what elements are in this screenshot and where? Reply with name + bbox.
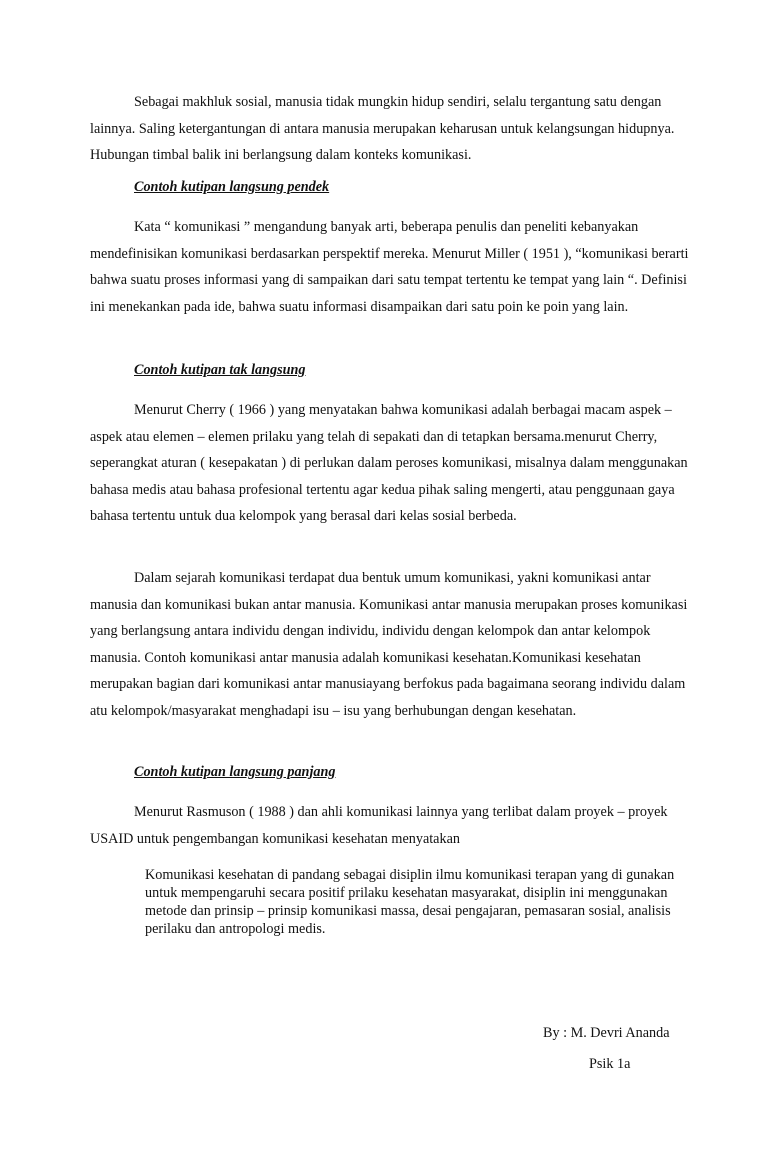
paragraph-history: Dalam sejarah komunikasi terdapat dua bentuk umum komunikasi, yakni komunikasi antar manusia dan komunikasi bukan antar manusia. Komunikasi antar manusia merupakan proses komunikasi yang berlangsung antara individu dengan individu, individu dengan kelompok dan antar kelompok manusia. Contoh komunikasi antar manusia adalah komunikasi kesehatan.Komunikasi kesehatan merupakan bagian dari komunikasi antar manusiayang berfokus pada bagaimana seorang individu dalam atu kelompok/masyarakat menghadapi isu – isu yang berhubungan dengan kesehatan.	[90, 570, 688, 719]
paragraph-rasmuson: Menurut Rasmuson ( 1988 ) dan ahli komunikasi lainnya yang terlibat dalam proyek – proyek USAID untuk pengembangan komunikasi kesehatan menyatakan	[90, 804, 668, 847]
paragraph-intro: Sebagai makhluk sosial, manusia tidak mungkin hidup sendiri, selalu tergantung satu dengan lainnya. Saling ketergantungan di antara manusia merupakan keharusan untuk kelangsungan hidupnya. Hubungan timbal balik ini berlangsung dalam konteks komunikasi.	[90, 94, 675, 164]
heading-long-direct-quote: Contoh kutipan langsung panjang	[134, 764, 336, 780]
author-signature: By : M. Devri Ananda	[543, 1025, 670, 1041]
paragraph-cherry: Menurut Cherry ( 1966 ) yang menyatakan bahwa komunikasi adalah berbagai macam aspek – aspek atau elemen – elemen prilaku yang telah di sepakati dan di tetapkan bersama.menurut Cherry, seperangkat aturan ( kesepakatan ) di perlukan dalam peroses komunikasi, misalnya dalam menggunakan bahasa medis atau bahasa profesional tertentu agar kedua pihak saling mengerti, atau penggunaan gaya bahasa tertentu untuk dua kelompok yang berasal dari kelas sosial berbeda.	[90, 402, 688, 525]
paragraph-definition: Kata “ komunikasi ” mengandung banyak arti, beberapa penulis dan peneliti kebanyakan mendefinisikan komunikasi berdasarkan perspektif mereka. Menurut Miller ( 1951 ), “komunikasi berarti bahwa suatu proses informasi yang di sampaikan dari satu tempat tertentu ke tempat yang lain “. Definisi ini menekankan pada ide, bahwa suatu informasi disampaikan dari satu poin ke poin yang lain.	[90, 219, 689, 315]
heading-short-direct-quote: Contoh kutipan langsung pendek	[134, 179, 330, 195]
class-label: Psik 1a	[589, 1056, 631, 1072]
heading-indirect-quote: Contoh kutipan tak langsung	[134, 362, 306, 378]
block-quote: Komunikasi kesehatan di pandang sebagai disiplin ilmu komunikasi terapan yang di gunakan untuk mempengaruhi secara positif prilaku kesehatan masyarakat, disiplin ini menggunakan metode dan prinsip – prinsip komunikasi massa, desai pengajaran, pemasaran sosial, analisis perilaku dan antropologi medis.	[145, 867, 675, 937]
